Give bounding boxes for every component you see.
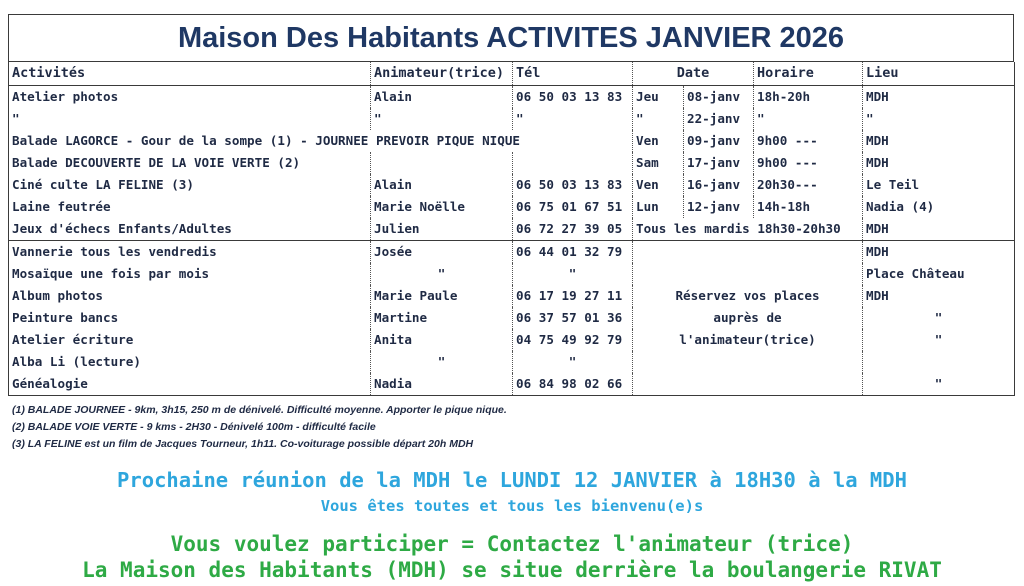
cell-animateur: Nadia xyxy=(371,373,513,396)
cell-animateur: Anita xyxy=(371,329,513,351)
cell-tel: " xyxy=(513,351,633,373)
cell-lieu: Le Teil xyxy=(863,174,1015,196)
cell-lieu: Nadia (4) xyxy=(863,196,1015,218)
cell-activite: " xyxy=(9,108,371,130)
cell-jour: Lun xyxy=(633,196,684,218)
cell-activite: Mosaïque une fois par mois xyxy=(9,263,371,285)
cell-activite: Alba Li (lecture) xyxy=(9,351,371,373)
page-title: Maison Des Habitants ACTIVITES JANVIER 2026 xyxy=(177,21,845,54)
cell-quand: Tous les mardis 18h30-20h30 xyxy=(633,218,863,241)
footnotes xyxy=(12,402,507,453)
cell-animateur: " xyxy=(371,108,513,130)
cell-horaire: 20h30--- xyxy=(754,174,863,196)
cell-activite: Jeux d'échecs Enfants/Adultes xyxy=(9,218,371,241)
cell-jour: Ven xyxy=(633,174,684,196)
cell-horaire: " xyxy=(754,108,863,130)
cell-lieu: MDH xyxy=(863,130,1015,152)
cell-animateur: Martine xyxy=(371,307,513,329)
cell-jour: Ven xyxy=(633,130,684,152)
header-animateur: Animateur(trice) xyxy=(371,62,513,85)
cell-date: 12-janv xyxy=(684,196,754,218)
table-row xyxy=(9,373,1015,396)
table-row xyxy=(9,85,1015,108)
cell-reserve: Réservez vos places xyxy=(633,285,863,307)
cell-jour: " xyxy=(633,108,684,130)
cell-activite: Vannerie tous les vendredis xyxy=(9,240,371,263)
cell-date: 17-janv xyxy=(684,152,754,174)
cell-activite: Atelier écriture xyxy=(9,329,371,351)
cell-animateur: " xyxy=(371,351,513,373)
table-row xyxy=(9,329,1015,351)
cell-reserve xyxy=(633,240,863,263)
cell-tel: 06 50 03 13 83 xyxy=(513,85,633,108)
cell-activite: Ciné culte LA FELINE (3) xyxy=(9,174,371,196)
cell-reserve xyxy=(633,373,863,396)
cell-lieu: MDH xyxy=(863,240,1015,263)
cell-tel: 06 17 19 27 11 xyxy=(513,285,633,307)
cell-animateur: " xyxy=(371,263,513,285)
table-row xyxy=(9,351,1015,373)
header-tel: Tél xyxy=(513,62,633,85)
table-row xyxy=(9,174,1015,196)
footnote: (1) BALADE JOURNEE - 9km, 3h15, 250 m de dénivelé. Difficulté moyenne. Apporter le pique nique. xyxy=(12,404,507,416)
participate-line: Vous voulez participer = Contactez l'animateur (trice) xyxy=(170,532,854,556)
header-activites: Activités xyxy=(9,62,371,85)
cell-activite: Balade LAGORCE - Gour de la sompe (1) - JOURNEE PREVOIR PIQUE NIQUE xyxy=(9,130,633,152)
table-row xyxy=(9,240,1015,263)
cell-animateur xyxy=(371,152,513,174)
footnote: (2) BALADE VOIE VERTE - 9 kms - 2H30 - Dénivelé 100m - difficulté facile xyxy=(12,421,376,433)
activities-table xyxy=(8,62,1015,396)
cell-activite: Atelier photos xyxy=(9,85,371,108)
cell-animateur: Marie Paule xyxy=(371,285,513,307)
cell-tel xyxy=(513,152,633,174)
cell-tel: 06 84 98 02 66 xyxy=(513,373,633,396)
cell-animateur: Marie Noëlle xyxy=(371,196,513,218)
cell-tel: " xyxy=(513,108,633,130)
table-row xyxy=(9,130,1015,152)
cell-horaire: 9h00 --- xyxy=(754,130,863,152)
cell-activite: Balade DECOUVERTE DE LA VOIE VERTE (2) xyxy=(9,152,371,174)
cell-lieu xyxy=(863,351,1015,373)
footnote: (3) LA FELINE est un film de Jacques Tourneur, 1h11. Co-voiturage possible départ 20h MDH xyxy=(12,438,474,450)
cell-activite: Peinture bancs xyxy=(9,307,371,329)
title-box xyxy=(8,14,1014,62)
header-date: Date xyxy=(633,62,754,85)
cell-date: 16-janv xyxy=(684,174,754,196)
cell-lieu: " xyxy=(863,329,1015,351)
cell-lieu: MDH xyxy=(863,152,1015,174)
welcome-line: Vous êtes toutes et tous les bienvenu(e)s xyxy=(320,497,704,515)
cell-tel: 06 37 57 01 36 xyxy=(513,307,633,329)
header-lieu: Lieu xyxy=(863,62,1015,85)
cell-activite: Album photos xyxy=(9,285,371,307)
cell-reserve xyxy=(633,351,863,373)
cell-lieu: MDH xyxy=(863,218,1015,241)
cell-reserve: auprès de xyxy=(633,307,863,329)
cell-horaire: 18h-20h xyxy=(754,85,863,108)
cell-reserve: l'animateur(trice) xyxy=(633,329,863,351)
cell-tel: 06 50 03 13 83 xyxy=(513,174,633,196)
location-line: La Maison des Habitants (MDH) se situe derrière la boulangerie RIVAT xyxy=(82,558,942,582)
cell-tel: 06 72 27 39 05 xyxy=(513,218,633,241)
table-row xyxy=(9,152,1015,174)
cell-activite: Généalogie xyxy=(9,373,371,396)
table-row xyxy=(9,108,1015,130)
table-row xyxy=(9,285,1015,307)
cell-lieu: MDH xyxy=(863,85,1015,108)
cell-animateur: Josée xyxy=(371,240,513,263)
cell-tel: " xyxy=(513,263,633,285)
cell-lieu: Place Château xyxy=(863,263,1015,285)
table-row xyxy=(9,307,1015,329)
cell-activite: Laine feutrée xyxy=(9,196,371,218)
cell-lieu: " xyxy=(863,108,1015,130)
cell-animateur: Alain xyxy=(371,174,513,196)
cell-jour: Sam xyxy=(633,152,684,174)
cell-tel: 04 75 49 92 79 xyxy=(513,329,633,351)
cell-jour: Jeu xyxy=(633,85,684,108)
cell-lieu: MDH xyxy=(863,285,1015,307)
cell-animateur: Alain xyxy=(371,85,513,108)
table-row xyxy=(9,263,1015,285)
cell-date: 08-janv xyxy=(684,85,754,108)
cell-lieu: " xyxy=(863,307,1015,329)
table-row xyxy=(9,218,1015,241)
cell-tel: 06 75 01 67 51 xyxy=(513,196,633,218)
cell-lieu: " xyxy=(863,373,1015,396)
meeting-announcement: Prochaine réunion de la MDH le LUNDI 12 JANVIER à 18H30 à la MDH xyxy=(117,468,907,492)
cell-horaire: 14h-18h xyxy=(754,196,863,218)
cell-horaire: 9h00 --- xyxy=(754,152,863,174)
cell-reserve xyxy=(633,263,863,285)
cell-date: 22-janv xyxy=(684,108,754,130)
cell-date: 09-janv xyxy=(684,130,754,152)
cell-animateur: Julien xyxy=(371,218,513,241)
table-header-row xyxy=(9,62,1015,85)
cell-tel: 06 44 01 32 79 xyxy=(513,240,633,263)
table-row xyxy=(9,196,1015,218)
header-horaire: Horaire xyxy=(754,62,863,85)
